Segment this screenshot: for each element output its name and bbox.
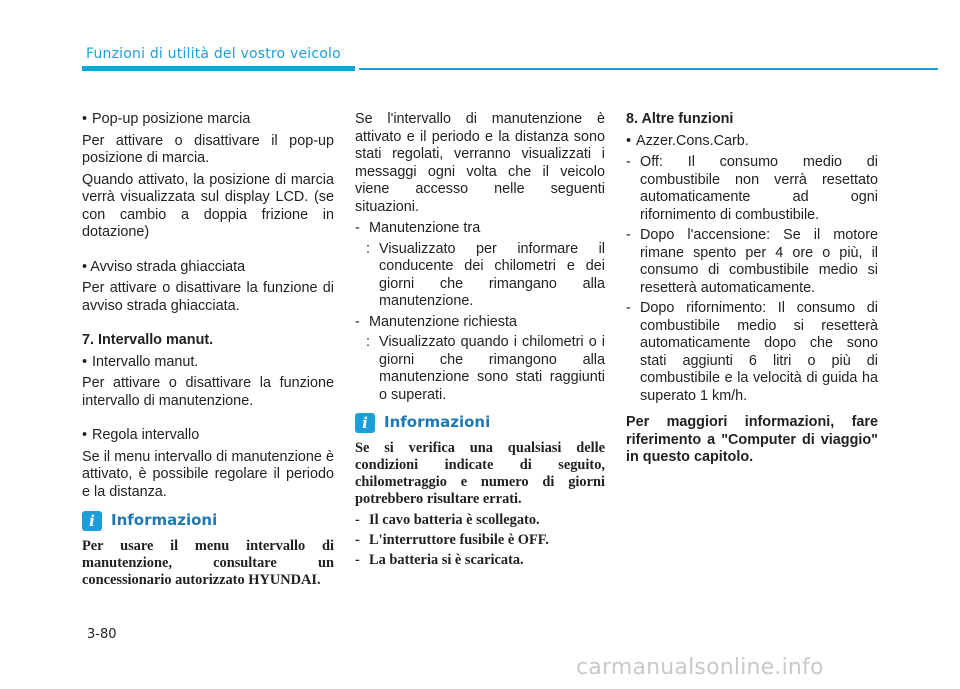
dash-marker: - — [355, 512, 360, 528]
paragraph: Per attivare o disattivare la funzione di avviso strada ghiacciata. — [82, 280, 334, 314]
paragraph: Se il menu intervallo di manutenzione è attivato, è possibile regolare il periodo e la distanza. — [82, 448, 334, 500]
dash-text: Off: Il consumo medio di combustibile non verrà resettato automaticamente ad ogni rifornimento di combustibile. — [640, 154, 878, 223]
info-dash-item — [355, 552, 605, 569]
paragraph: Se l'intervallo di manutenzione è attivato e il periodo e la distanza sono stati regolati, verranno visualizzati i messaggi ogni volta che il veicolo viene accesso nelle seguenti situazioni. — [355, 111, 605, 215]
bullet-adjust-interval: • Regola intervallo — [82, 427, 334, 445]
bullet-reset-consumption: • Azzer.Cons.Carb. — [626, 133, 878, 151]
info-title: Informazioni — [111, 511, 218, 530]
dash-text: Manutenzione tra — [369, 220, 481, 236]
info-box-header — [82, 511, 334, 531]
paragraph: Quando attivato, la posizione di marcia verrà visualizzata sul display LCD. (se con cambio a doppia frizione in dotazione) — [82, 171, 334, 240]
dash-item — [626, 154, 878, 224]
bullet-popup-gear: • Pop-up posizione marcia — [82, 111, 334, 129]
dash-marker: - — [626, 227, 631, 243]
info-box-header — [355, 413, 605, 433]
dash-text: L'interruttore fusibile è OFF. — [369, 532, 549, 548]
info-text: Per usare il menu intervallo di manutenzione, consultare un concessionario autorizzato HYUNDAI. — [82, 538, 334, 588]
dash-marker: - — [355, 313, 360, 330]
dash-marker: - — [355, 220, 360, 236]
column-1 — [82, 111, 334, 593]
colon-marker: : — [366, 334, 370, 350]
dash-marker: - — [355, 552, 360, 568]
colon-text: Visualizzato quando i chilometri o i giorni che rimangono alla manutenzione sono stati raggiunti o superati. — [379, 334, 605, 403]
header-rule — [359, 68, 938, 70]
page-number: 3-80 — [87, 627, 117, 642]
header-accent-bar — [82, 66, 355, 71]
dash-item — [355, 314, 605, 332]
paragraph: Per attivare o disattivare la funzione intervallo di manutenzione. — [82, 375, 334, 409]
info-icon: i — [355, 413, 375, 433]
dash-text: La batteria si è scaricata. — [369, 552, 524, 568]
section-title: Funzioni di utilità del vostro veicolo — [86, 46, 341, 62]
bullet-icy-road: • Avviso strada ghiacciata — [82, 258, 246, 275]
section-heading: 7. Intervallo manut. — [82, 332, 214, 348]
paragraph: Per attivare o disattivare il pop-up posizione di marcia. — [82, 132, 334, 166]
info-dash-item — [355, 512, 605, 529]
colon-item — [355, 334, 605, 404]
info-text: Se si verifica una qualsiasi delle condizioni indicate di seguito, chilometraggio e numero di giorni potrebbero risultare errati. — [355, 440, 605, 507]
info-title: Informazioni — [384, 413, 491, 432]
dash-text: Dopo rifornimento: Il consumo di combustibile medio si resetterà automaticamente dopo che sono stati aggiunti 6 litri o più di combustibile e la velocità di guida ha superato 1 km/h. — [640, 300, 878, 404]
dash-item — [626, 300, 878, 405]
colon-marker: : — [366, 240, 370, 257]
column-2 — [355, 111, 605, 572]
dash-marker: - — [355, 532, 360, 548]
info-icon: i — [82, 511, 102, 531]
dash-marker: - — [626, 300, 631, 316]
dash-item — [626, 227, 878, 297]
colon-item — [355, 241, 605, 311]
reference-note: Per maggiori informazioni, fare riferimento a "Computer di viaggio" in questo capitolo. — [626, 414, 878, 465]
column-3 — [626, 111, 878, 471]
dash-text: Dopo l'accensione: Se il motore rimane spento per 4 ore o più, il consumo di combustibile medio si resetterà automaticamente. — [640, 227, 878, 296]
info-dash-item — [355, 532, 605, 549]
page-header — [0, 0, 960, 80]
info-body — [355, 440, 605, 569]
bullet-service-interval: • Intervallo manut. — [82, 354, 334, 372]
info-body — [82, 538, 334, 589]
dash-marker: - — [626, 154, 631, 170]
dash-text: Il cavo batteria è scollegato. — [369, 512, 540, 528]
section-heading: 8. Altre funzioni — [626, 111, 734, 127]
dash-item — [355, 220, 605, 238]
colon-text: Visualizzato per informare il conducente dei chilometri e dei giorni che rimangano alla manutenzione. — [379, 240, 605, 309]
dash-text: Manutenzione richiesta — [369, 313, 517, 330]
watermark: carmanualsonline.info — [576, 655, 824, 680]
